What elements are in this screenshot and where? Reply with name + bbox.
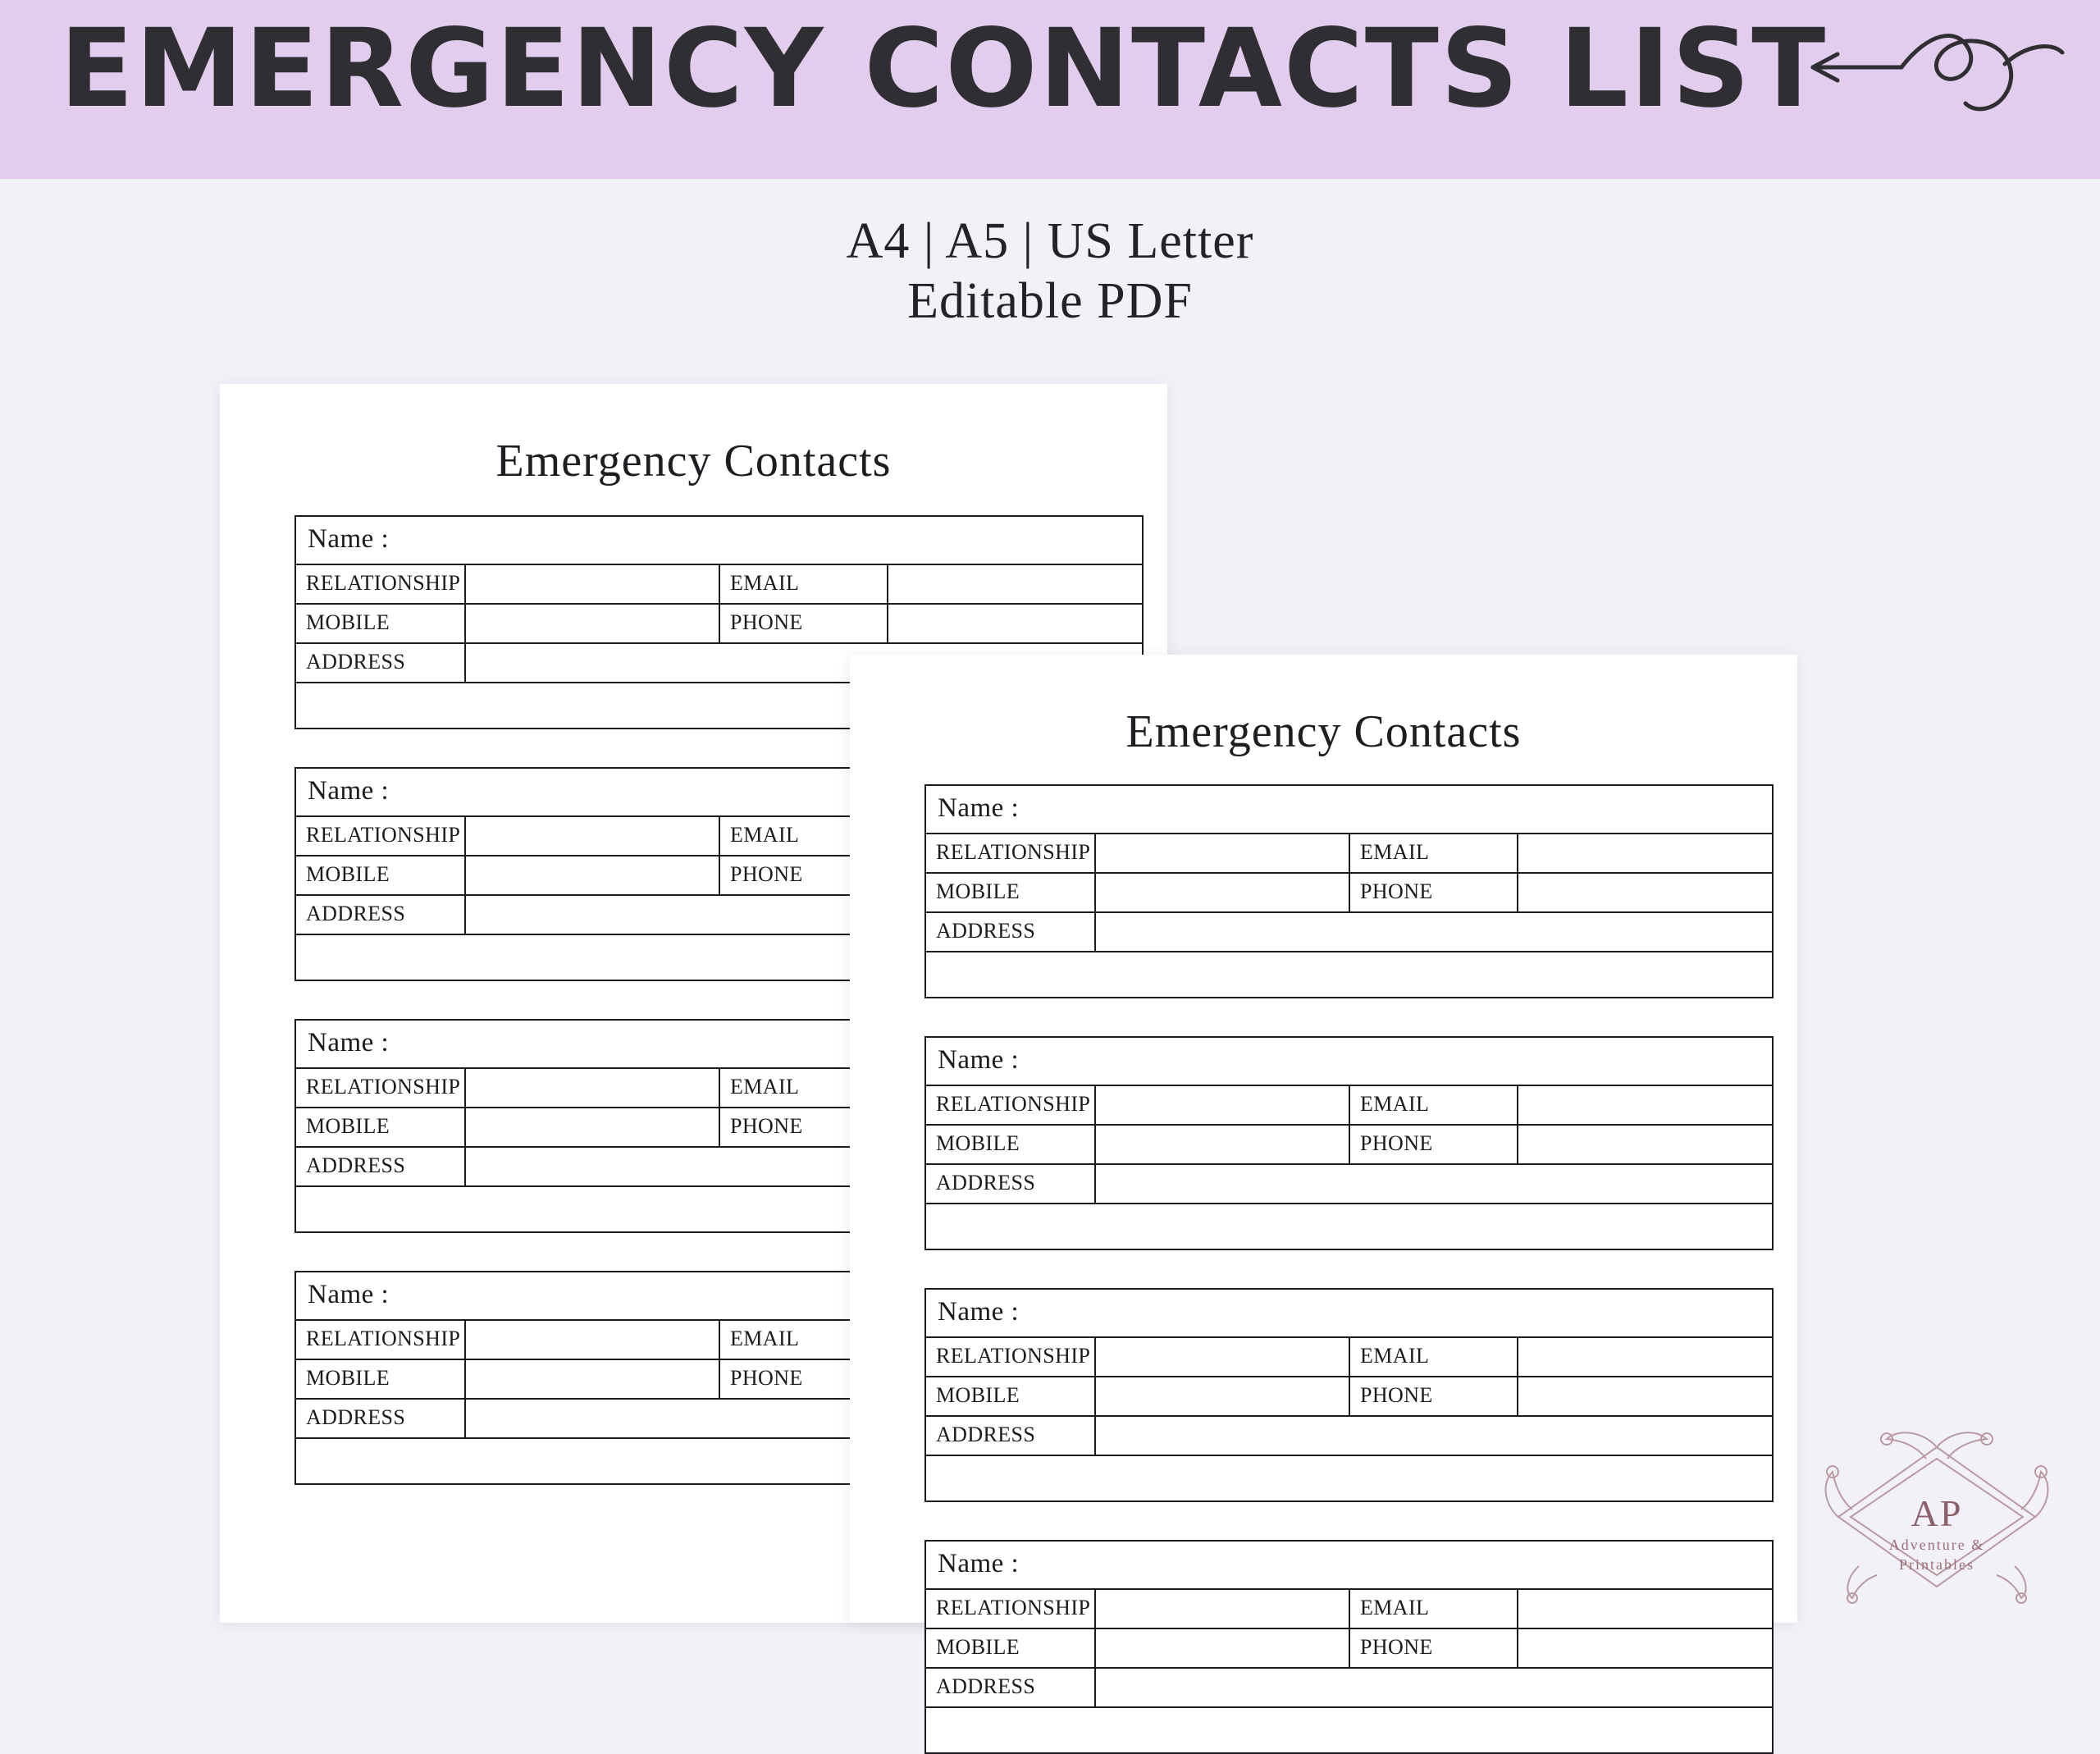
email-label: EMAIL: [1349, 1338, 1517, 1376]
email-label: EMAIL: [1349, 1086, 1517, 1124]
email-label: EMAIL: [719, 1069, 887, 1107]
contact-card-list: [874, 758, 1774, 1754]
phone-field[interactable]: [887, 605, 1142, 642]
mobile-label: MOBILE: [306, 1366, 390, 1390]
brand-line-1: Adventure &: [1888, 1537, 1985, 1553]
email-field[interactable]: [1517, 834, 1772, 872]
name-label: Name :: [938, 1045, 1020, 1075]
email-field[interactable]: [887, 565, 1142, 603]
mobile-label: MOBILE: [306, 862, 390, 886]
mobile-label: MOBILE: [936, 879, 1020, 903]
mobile-field[interactable]: [1094, 1377, 1349, 1415]
phone-label: PHONE: [1349, 1377, 1517, 1415]
phone-field[interactable]: [1517, 1126, 1772, 1163]
relationship-field[interactable]: [1094, 1086, 1349, 1124]
address-label: ADDRESS: [306, 1405, 406, 1429]
name-label: Name :: [308, 1028, 390, 1057]
address-label: ADDRESS: [936, 919, 1036, 943]
mobile-label: MOBILE: [936, 1635, 1020, 1659]
mobile-label: MOBILE: [306, 1114, 390, 1138]
mobile-field[interactable]: [464, 1108, 719, 1146]
name-label: Name :: [308, 1280, 390, 1309]
relationship-label: RELATIONSHIP: [936, 1092, 1091, 1116]
page-title: EMERGENCY CONTACTS LIST: [59, 6, 1828, 132]
address-label: ADDRESS: [306, 902, 406, 925]
mobile-field[interactable]: [1094, 1126, 1349, 1163]
sheet-title: Emergency Contacts: [495, 436, 892, 486]
relationship-field[interactable]: [1094, 1338, 1349, 1376]
notes-field[interactable]: [926, 952, 1772, 997]
address-label: ADDRESS: [306, 650, 406, 674]
mobile-field[interactable]: [1094, 1629, 1349, 1667]
address-label: ADDRESS: [936, 1171, 1036, 1194]
name-label: Name :: [938, 793, 1020, 823]
curved-arrow-icon: [1805, 16, 2067, 139]
address-field[interactable]: [1094, 913, 1772, 951]
contact-card: [924, 784, 1774, 998]
mobile-label: MOBILE: [936, 1383, 1020, 1407]
subtitle-block: [0, 212, 2100, 331]
format-line: A4 | A5 | US Letter: [846, 213, 1254, 269]
address-field[interactable]: [1094, 1165, 1772, 1203]
name-label: Name :: [938, 1549, 1020, 1578]
gold-divider: [0, 179, 2100, 195]
name-label: Name :: [308, 524, 390, 554]
brand-watermark: [1801, 1423, 2072, 1611]
phone-label: PHONE: [1349, 1126, 1517, 1163]
brand-text: [1801, 1491, 2072, 1575]
email-label: EMAIL: [1349, 1590, 1517, 1628]
mobile-field[interactable]: [464, 1360, 719, 1398]
email-field[interactable]: [1517, 1338, 1772, 1376]
relationship-label: RELATIONSHIP: [936, 1344, 1091, 1368]
mobile-field[interactable]: [464, 856, 719, 894]
mobile-label: MOBILE: [936, 1131, 1020, 1155]
phone-field[interactable]: [1517, 874, 1772, 911]
email-label: EMAIL: [1349, 834, 1517, 872]
contact-card: [924, 1288, 1774, 1502]
email-label: EMAIL: [719, 1321, 887, 1359]
phone-label: PHONE: [719, 856, 887, 894]
relationship-label: RELATIONSHIP: [936, 1596, 1091, 1619]
mobile-field[interactable]: [1094, 874, 1349, 911]
address-label: ADDRESS: [936, 1674, 1036, 1698]
relationship-label: RELATIONSHIP: [306, 1327, 461, 1350]
email-field[interactable]: [1517, 1590, 1772, 1628]
phone-label: PHONE: [719, 1108, 887, 1146]
phone-label: PHONE: [719, 605, 887, 642]
phone-field[interactable]: [1517, 1629, 1772, 1667]
contact-card: [924, 1540, 1774, 1754]
name-label: Name :: [308, 776, 390, 806]
address-field[interactable]: [1094, 1669, 1772, 1706]
relationship-field[interactable]: [464, 1069, 719, 1107]
relationship-field[interactable]: [464, 565, 719, 603]
mobile-label: MOBILE: [306, 610, 390, 634]
sheet-title: Emergency Contacts: [1125, 706, 1522, 757]
header-banner: [0, 0, 2100, 179]
phone-label: PHONE: [719, 1360, 887, 1398]
email-label: EMAIL: [719, 817, 887, 855]
relationship-field[interactable]: [464, 817, 719, 855]
relationship-label: RELATIONSHIP: [936, 840, 1091, 864]
relationship-field[interactable]: [1094, 834, 1349, 872]
brand-monogram: AP: [1911, 1492, 1963, 1534]
notes-field[interactable]: [926, 1708, 1772, 1752]
name-label: Name :: [938, 1297, 1020, 1327]
email-label: EMAIL: [719, 565, 887, 603]
address-field[interactable]: [1094, 1417, 1772, 1455]
printable-page-front: [850, 655, 1797, 1698]
address-label: ADDRESS: [306, 1153, 406, 1177]
relationship-field[interactable]: [464, 1321, 719, 1359]
contact-card: [924, 1036, 1774, 1250]
address-label: ADDRESS: [936, 1423, 1036, 1446]
mobile-field[interactable]: [464, 605, 719, 642]
phone-label: PHONE: [1349, 1629, 1517, 1667]
notes-field[interactable]: [926, 1204, 1772, 1249]
relationship-label: RELATIONSHIP: [306, 1075, 461, 1099]
relationship-field[interactable]: [1094, 1590, 1349, 1628]
filetype-line: Editable PDF: [907, 273, 1193, 330]
relationship-label: RELATIONSHIP: [306, 823, 461, 847]
phone-label: PHONE: [1349, 874, 1517, 911]
brand-line-2: Printables: [1899, 1556, 1974, 1574]
notes-field[interactable]: [926, 1456, 1772, 1500]
relationship-label: RELATIONSHIP: [306, 571, 461, 595]
email-field[interactable]: [1517, 1086, 1772, 1124]
phone-field[interactable]: [1517, 1377, 1772, 1415]
